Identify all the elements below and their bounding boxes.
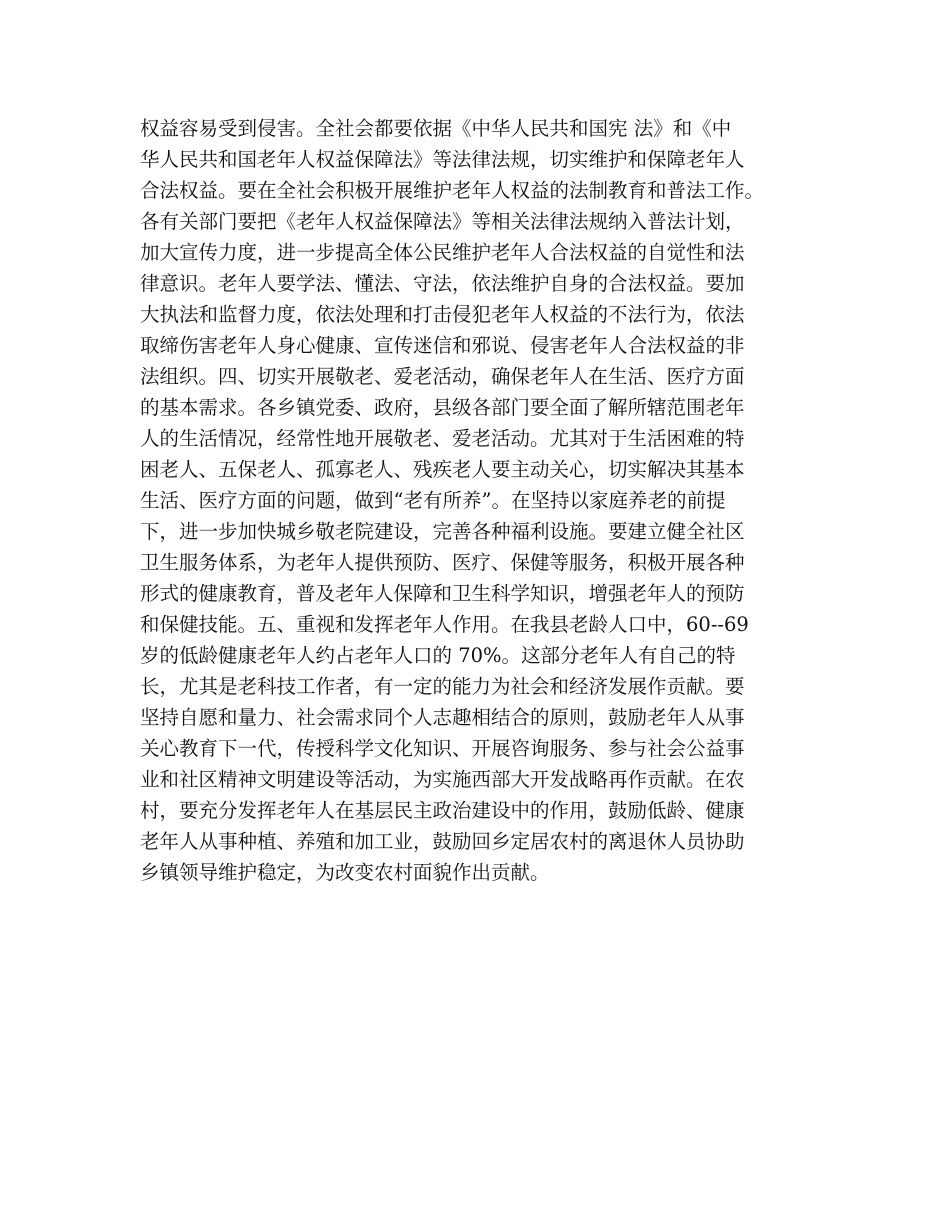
text-line-19: 长，尤其是老科技工作者，有一定的能力为社会和经济发展作贡献。要 [140,675,745,698]
text-line-16: 形式的健康教育，普及老年人保障和卫生科学知识，增强老年人的预防 [140,582,745,605]
text-line-11: 人的生活情况，经常性地开展敬老、爱老活动。尤其对于生活困难的特 [140,427,745,450]
text-line-15: 卫生服务体系，为老年人提供预防、医疗、保健等服务，积极开展各种 [140,551,745,574]
text-line-20: 坚持自愿和量力、社会需求同个人志趣相结合的原则，鼓励老年人从事 [140,706,745,729]
text-line-24: 老年人从事种植、养殖和加工业，鼓励回乡定居农村的离退休人员协助 [140,830,745,853]
text-line-5: 加大宣传力度，进一步提高全体公民维护老年人合法权益的自觉性和法 [140,241,745,264]
text-line-21: 关心教育下一代，传授科学文化知识、开展咨询服务、参与社会公益事 [140,737,745,760]
text-line-12: 困老人、五保老人、孤寡老人、残疾老人要主动关心，切实解决其基本 [140,458,745,481]
body-paragraph [140,113,830,888]
text-line-13: 生活、医疗方面的问题，做到“老有所养”。在坚持以家庭养老的前提 [140,489,726,512]
text-line-22: 业和社区精神文明建设等活动，为实施西部大开发战略再作贡献。在农 [140,768,745,791]
text-line-8: 取缔伤害老年人身心健康、宣传迷信和邪说、侵害老年人合法权益的非 [140,334,745,357]
text-line-9: 法组织。四、切实开展敬老、爱老活动，确保老年人在生活、医疗方面 [140,365,745,388]
text-line-1: 权益容易受到侵害。全社会都要依据《中华人民共和国宪 法》和《中 [140,117,732,140]
text-line-25: 乡镇领导维护稳定，为改变农村面貌作出贡献。 [140,861,550,884]
text-line-18: 岁的低龄健康老年人约占老年人口的 70%。这部分老年人有自己的特 [140,644,736,667]
text-line-14: 下，进一步加快城乡敬老院建设，完善各种福利设施。要建立健全社区 [140,520,745,543]
text-line-10: 的基本需求。各乡镇党委、政府，县级各部门要全面了解所辖范围老年 [140,396,745,419]
text-line-23: 村，要充分发挥老年人在基层民主政治建设中的作用，鼓励低龄、健康 [140,799,745,822]
text-line-2: 华人民共和国老年人权益保障法》等法律法规，切实维护和保障老年人 [140,148,745,171]
text-line-17: 和保健技能。五、重视和发挥老年人作用。在我县老龄人口中，60--69 [140,613,749,636]
text-line-4: 各有关部门要把《老年人权益保障法》等相关法律法规纳入普法计划， [140,210,745,233]
text-line-3: 合法权益。要在全社会积极开展维护老年人权益的法制教育和普法工作。 [140,179,765,202]
text-line-6: 律意识。老年人要学法、懂法、守法，依法维护自身的合法权益。要加 [140,272,745,295]
text-line-7: 大执法和监督力度，依法处理和打击侵犯老年人权益的不法行为，依法 [140,303,745,326]
